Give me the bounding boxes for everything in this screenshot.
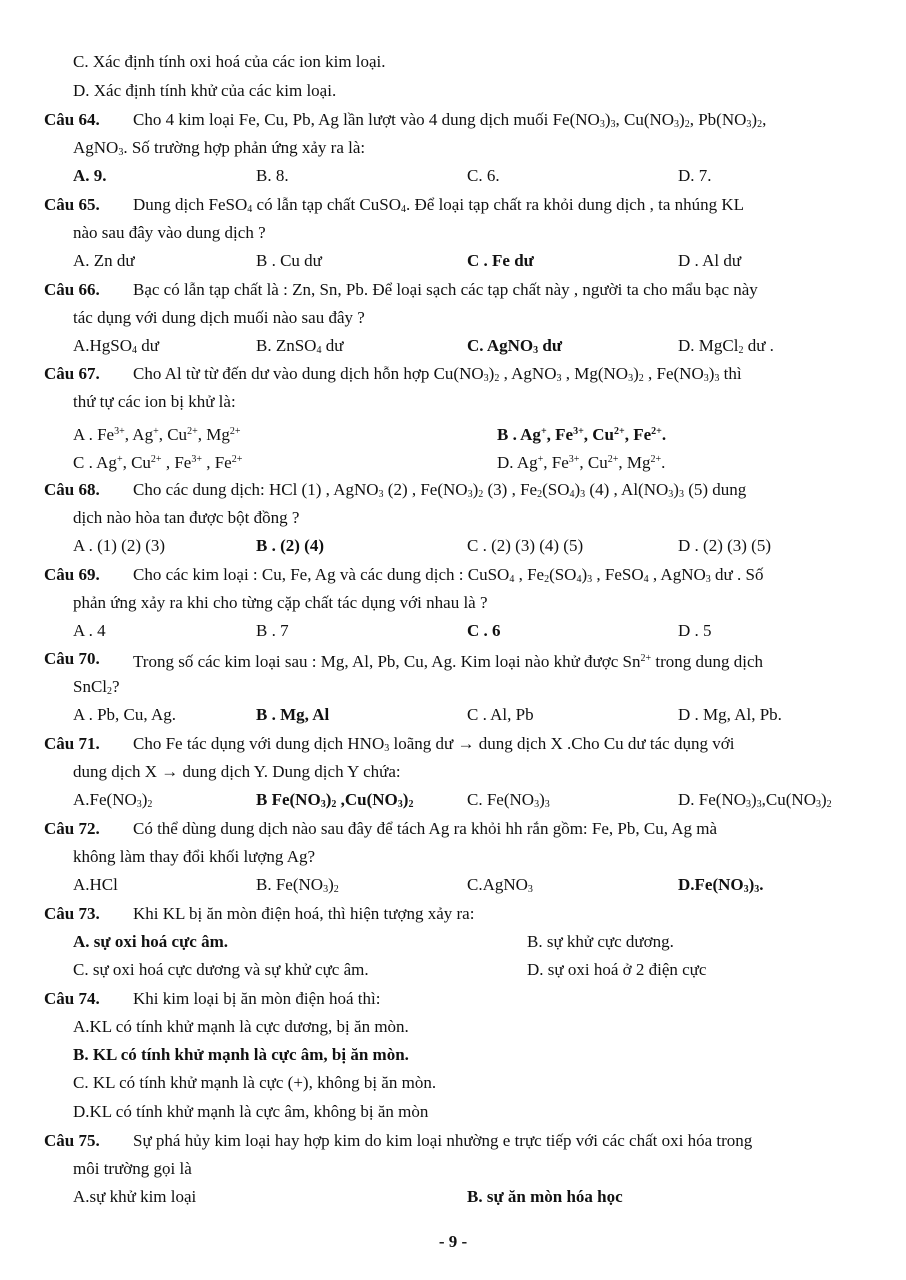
answer-option: A . (1) (2) (3) <box>73 536 166 555</box>
answer-option: A.HgSO$_4$ dư <box>73 336 160 356</box>
question-text: Trong số các kim loại sau : Mg, Al, Pb, Cu, Ag. Kim loại nào khử được $Sn^{2+}$ trong dung dịch <box>133 652 764 671</box>
line-text: phản ứng xảy ra khi cho từng cặp chất tác dụng với nhau là ? <box>73 593 488 612</box>
question-text: Khi kim loại bị ăn mòn điện hoá thì: <box>133 989 381 1008</box>
question-number: Câu 64. <box>44 110 100 129</box>
answer-option: D. sự oxi hoá ở 2 điện cực <box>527 960 707 979</box>
answer-option: D . Al dư <box>678 251 742 270</box>
question-text: Dung dịch FeSO$_4$ có lẫn tạp chất CuSO$_4$. Để loại tạp chất ra khỏi dung dịch , ta nhúng KL <box>133 195 745 215</box>
answer-option-correct: C . Fe dư <box>467 251 534 270</box>
answer-option-correct: B $Fe(NO_3)_2$ $,Cu(NO_3)_2$ <box>256 790 414 810</box>
question-number: Câu 75. <box>44 1131 100 1150</box>
answer-option: D . (2) (3) (5) <box>678 536 771 555</box>
answer-option: D. $Fe(NO_3)_3,Cu(NO_3)_2$ <box>678 790 832 810</box>
line-text: thứ tự các ion bị khử là: <box>73 392 236 411</box>
page-number: - 9 - <box>438 1232 468 1251</box>
answer-option-correct: A. 9. <box>73 166 107 185</box>
line-text: AgNO$_3$. Số trường hợp phản ứng xảy ra là: <box>73 138 366 158</box>
answer-option: A . Pb, Cu, Ag. <box>73 705 176 724</box>
answer-option: C. 6. <box>467 166 500 185</box>
question-text: Khi KL bị ăn mòn điện hoá, thì hiện tượng xảy ra: <box>133 904 475 923</box>
answer-option: C . (2) (3) (4) (5) <box>467 536 584 555</box>
answer-option: A.sự khử kim loại <box>73 1187 197 1206</box>
question-text: Cho Al từ từ đến dư vào dung dịch hỗn hợp $Cu(NO_3)_2$ , AgNO$_3$ , $Mg(NO_3)_2$ , $Fe(NO_3)_3$ thì <box>133 364 742 384</box>
answer-option-correct: B . Mg, Al <box>256 705 330 724</box>
answer-option: C . Ag+, $Cu^{2+}$ , $Fe^{3+}$ , $Fe^{2+}$ <box>73 453 243 472</box>
question-number: Câu 73. <box>44 904 100 923</box>
question-text: Cho Fe tác dụng với dung dịch $HNO_3$ loãng dư → dung dịch X .Cho Cu dư tác dụng với <box>133 734 735 754</box>
question-text: Cho các dung dịch: HCl (1) , AgNO$_3$ (2) , $Fe(NO_3)_2$ (3) , $Fe_2(SO_4)_3$ (4) , $Al(NO_3)_3$ (5) dung <box>133 480 747 500</box>
answer-option: C. $Fe(NO_3)_3$ <box>467 790 550 810</box>
answer-option: A . $Fe^{3+}$, Ag+, $Cu^{2+}$, $Mg^{2+}$ <box>73 425 241 444</box>
question-number: Câu 72. <box>44 819 100 838</box>
answer-option: D. MgCl$_2$ dư . <box>678 336 774 356</box>
answer-option: B . Cu dư <box>256 251 322 270</box>
question-text: Cho các kim loại : Cu, Fe, Ag và các dung dịch : CuSO$_4$ , $Fe_2(SO_4)_3$ , FeSO$_4$ , AgNO$_3$ dư . Số <box>133 565 764 585</box>
answer-option: B. sự khử cực dương. <box>527 932 674 951</box>
question-number: Câu 71. <box>44 734 100 753</box>
answer-option: A.HCl <box>73 875 118 894</box>
question-number: Câu 74. <box>44 989 100 1008</box>
question-text: Cho 4 kim loại Fe, Cu, Pb, Ag lần lượt vào 4 dung dịch muối $Fe(NO_3)_3$, $Cu(NO_3)_2$, $Pb(NO_3)_2$, <box>133 110 767 130</box>
answer-option: B. 8. <box>256 166 289 185</box>
line-text: SnCl$_2$? <box>73 677 120 697</box>
answer-option: D . Mg, Al, Pb. <box>678 705 782 724</box>
question-number: Câu 69. <box>44 565 100 584</box>
question-number: Câu 66. <box>44 280 100 299</box>
answer-option: B. $Fe(NO_3)_2$ <box>256 875 339 895</box>
answer-option-correct: C. AgNO$_3$ dư <box>467 336 563 356</box>
answer-option: C.AgNO$_3$ <box>467 875 533 895</box>
answer-option: D. Ag+, $Fe^{3+}$, $Cu^{2+}$, $Mg^{2+}$. <box>497 453 666 472</box>
line-text: không làm thay đổi khối lượng Ag? <box>73 847 316 866</box>
line-text: C. Xác định tính oxi hoá của các ion kim loại. <box>73 52 386 71</box>
answer-option: D. 7. <box>678 166 712 185</box>
answer-option: C . Al, Pb <box>467 705 534 724</box>
question-number: Câu 67. <box>44 364 100 383</box>
answer-option: B . 7 <box>256 621 289 640</box>
line-text: B. KL có tính khử mạnh là cực âm, bị ăn mòn. <box>73 1045 409 1064</box>
answer-option: A. Zn dư <box>73 251 135 270</box>
answer-option: A . 4 <box>73 621 106 640</box>
answer-option-correct: $D.Fe(NO_3)_3$. <box>678 875 764 895</box>
line-text: D.KL có tính khử mạnh là cực âm, không bị ăn mòn <box>73 1102 429 1121</box>
answer-option-correct: A. sự oxi hoá cực âm. <box>73 932 228 951</box>
line-text: tác dụng với dung dịch muối nào sau đây ? <box>73 308 365 327</box>
answer-option: B. ZnSO$_4$ dư <box>256 336 344 356</box>
question-text: Bạc có lẫn tạp chất là : Zn, Sn, Pb. Để loại sạch các tạp chất này , người ta cho mẩu bạc này <box>133 280 758 299</box>
answer-option: D . 5 <box>678 621 712 640</box>
question-text: Có thể dùng dung dịch nào sau đây để tách Ag ra khỏi hh rắn gồm: Fe, Pb, Cu, Ag mà <box>133 819 718 838</box>
line-text: dịch nào hòa tan được bột đồng ? <box>73 508 300 527</box>
question-number: Câu 68. <box>44 480 100 499</box>
answer-option: C. sự oxi hoá cực dương và sự khử cực âm. <box>73 960 369 979</box>
answer-option-correct: B. sự ăn mòn hóa học <box>467 1187 623 1206</box>
answer-option: $A.Fe(NO_3)_2$ <box>73 790 153 810</box>
line-text: dung dịch X → dung dịch Y. Dung dịch Y chứa: <box>73 762 401 781</box>
line-text: D. Xác định tính khử của các kim loại. <box>73 81 337 100</box>
question-number: Câu 65. <box>44 195 100 214</box>
line-text: nào sau đây vào dung dịch ? <box>73 223 266 242</box>
line-text: C. KL có tính khử mạnh là cực (+), không bị ăn mòn. <box>73 1073 437 1092</box>
answer-option-correct: B . Ag+, $Fe^{3+}$, $Cu^{2+}$, $Fe^{2+}$. <box>497 425 667 444</box>
answer-option-correct: C . 6 <box>467 621 501 640</box>
question-text: Sự phá hủy kim loại hay hợp kim do kim loại nhường e trực tiếp với các chất oxi hóa trong <box>133 1131 753 1150</box>
line-text: A.KL có tính khử mạnh là cực dương, bị ăn mòn. <box>73 1017 409 1036</box>
answer-option-correct: B . (2) (4) <box>256 536 324 555</box>
line-text: môi trường gọi là <box>73 1159 192 1178</box>
question-number: Câu 70. <box>44 649 100 668</box>
